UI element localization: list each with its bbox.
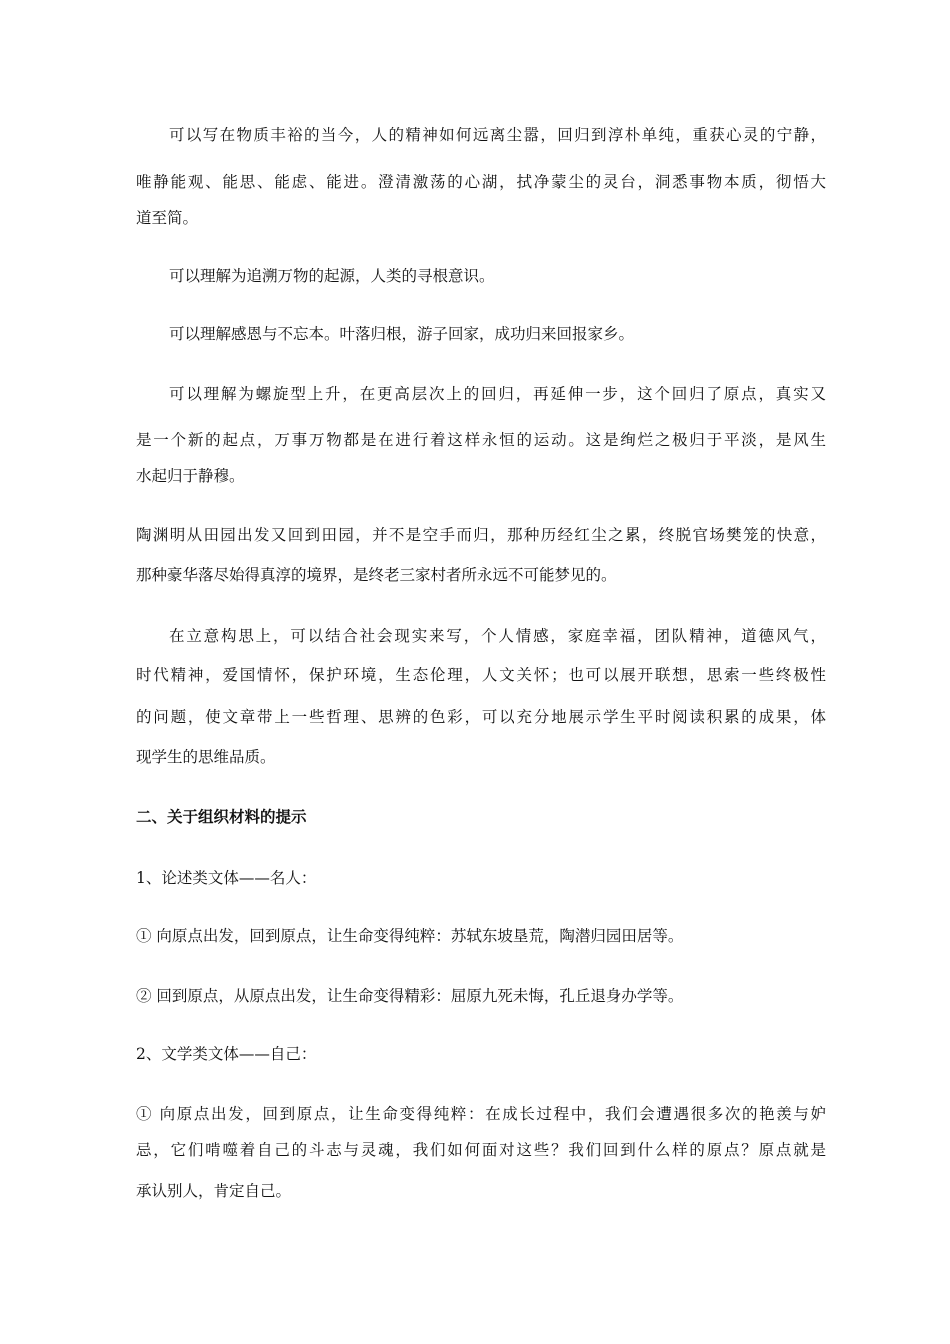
paragraph-5-line-2: 那种豪华落尽始得真淳的境界，是终老三家村者所永远不可能梦见的。 bbox=[136, 566, 617, 584]
paragraph-6-line-3: 的问题，使文章带上一些哲理、思辨的色彩，可以充分地展示学生平时阅读积累的成果，体 bbox=[136, 708, 826, 726]
section-heading: 二、关于组织材料的提示 bbox=[136, 807, 307, 826]
list-item-1: ① 向原点出发，回到原点，让生命变得纯粹：苏轼东坡垦荒，陶潜归园田居等。 bbox=[136, 927, 684, 945]
paragraph-4-line-3: 水起归于静穆。 bbox=[136, 467, 245, 485]
paragraph-2-line-1: 可以理解为追溯万物的起源，人类的寻根意识。 bbox=[169, 267, 495, 285]
subsection-2-heading: 2、文学类文体——自己： bbox=[136, 1045, 317, 1063]
list-item-3-line-1: ① 向原点出发，回到原点，让生命变得纯粹：在成长过程中，我们会遭遇很多次的艳羡与妒 bbox=[136, 1105, 826, 1123]
list-item-3-line-2: 忌，它们啃噬着自己的斗志与灵魂，我们如何面对这些？我们回到什么样的原点？原点就是 bbox=[136, 1141, 826, 1159]
paragraph-1-line-3: 道至简。 bbox=[136, 209, 199, 227]
paragraph-4-line-1: 可以理解为螺旋型上升，在更高层次上的回归，再延伸一步，这个回归了原点，真实又 bbox=[169, 385, 826, 403]
paragraph-5-line-1: 陶渊明从田园出发又回到田园，并不是空手而归，那种历经红尘之累，终脱官场樊笼的快意， bbox=[136, 526, 826, 544]
subsection-1-heading: 1、论述类文体——名人： bbox=[136, 869, 317, 887]
paragraph-6-line-1: 在立意构思上，可以结合社会现实来写，个人情感，家庭幸福，团队精神，道德风气， bbox=[169, 627, 826, 645]
list-item-3-line-3: 承认别人，肯定自己。 bbox=[136, 1182, 292, 1200]
paragraph-1-line-1: 可以写在物质丰裕的当今，人的精神如何远离尘嚣，回归到淳朴单纯，重获心灵的宁静， bbox=[169, 126, 826, 144]
paragraph-4-line-2: 是一个新的起点，万事万物都是在进行着这样永恒的运动。这是绚烂之极归于平淡，是风生 bbox=[136, 431, 826, 449]
list-item-2: ② 回到原点，从原点出发，让生命变得精彩：屈原九死未悔，孔丘退身办学等。 bbox=[136, 987, 684, 1005]
paragraph-6-line-2: 时代精神，爱国情怀，保护环境，生态伦理，人文关怀；也可以展开联想，思索一些终极性 bbox=[136, 666, 826, 684]
paragraph-1-line-2: 唯静能观、能思、能虑、能进。澄清激荡的心湖，拭净蒙尘的灵台，洞悉事物本质，彻悟大 bbox=[136, 173, 826, 191]
paragraph-3-line-1: 可以理解感恩与不忘本。叶落归根，游子回家，成功归来回报家乡。 bbox=[169, 325, 635, 343]
paragraph-6-line-4: 现学生的思维品质。 bbox=[136, 748, 276, 766]
